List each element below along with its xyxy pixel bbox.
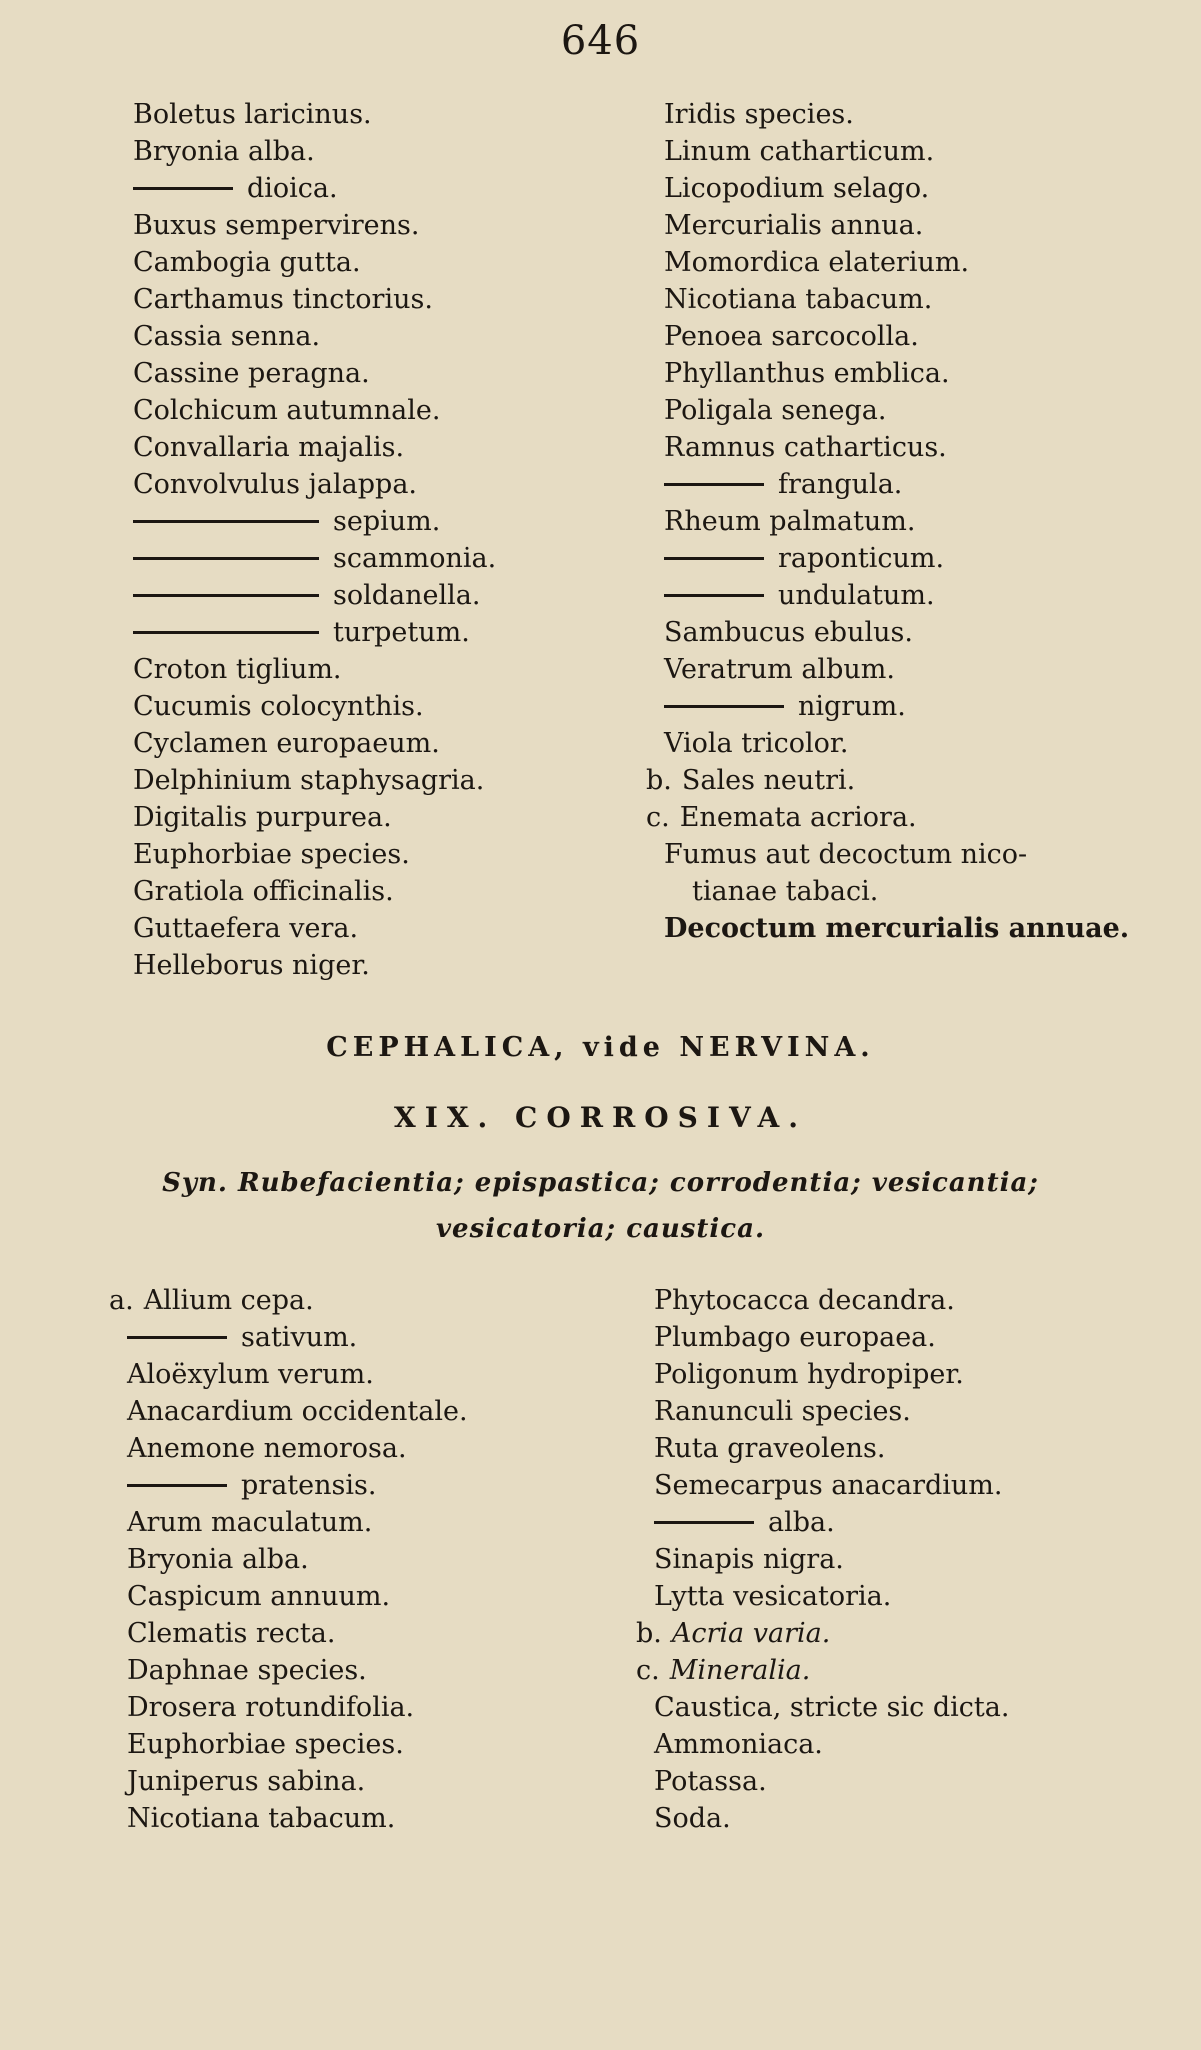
list-item	[664, 836, 1129, 873]
item-text: Ruta graveolens.	[654, 1433, 886, 1464]
list-item	[133, 799, 496, 836]
list-item	[664, 503, 1129, 540]
item-text: Viola tricolor.	[664, 728, 849, 759]
item-text: tianae tabaci.	[692, 876, 879, 907]
list-prefix: c.	[646, 802, 670, 833]
list-item	[133, 688, 496, 725]
repeat-dash	[127, 1336, 227, 1339]
item-text: Nicotiana tabacum.	[664, 284, 933, 315]
bottom-left-column	[109, 1282, 468, 1837]
item-text: Nicotiana tabacum.	[127, 1803, 396, 1834]
list-item	[127, 1504, 468, 1541]
repeat-dash	[664, 594, 764, 597]
item-text: Momordica elaterium.	[664, 247, 970, 278]
item-text: Phytocacca decandra.	[654, 1285, 955, 1316]
item-text: sativum.	[241, 1322, 358, 1353]
list-item	[127, 1689, 468, 1726]
list-item	[127, 1541, 468, 1578]
list-item	[127, 1652, 468, 1689]
list-item	[636, 1652, 1009, 1689]
item-text: Croton tiglium.	[133, 654, 342, 685]
item-text: Colchicum autumnale.	[133, 395, 441, 426]
list-item	[654, 1763, 1009, 1800]
list-item	[127, 1763, 468, 1800]
item-text: Cyclamen europaeum.	[133, 728, 440, 759]
item-text: frangula.	[778, 469, 903, 500]
item-text: sepium.	[333, 506, 441, 537]
list-item	[664, 392, 1129, 429]
item-text: Bryonia alba.	[127, 1544, 309, 1575]
list-item	[664, 614, 1129, 651]
list-item	[133, 725, 496, 762]
item-text: Mineralia.	[669, 1655, 811, 1686]
item-text: Plumbago europaea.	[654, 1322, 936, 1353]
list-item	[133, 392, 496, 429]
item-text: scammonia.	[333, 543, 497, 574]
item-text: Sinapis nigra.	[654, 1544, 844, 1575]
list-item	[127, 1393, 468, 1430]
item-text: Ranunculi species.	[654, 1396, 911, 1427]
item-text: Rheum palmatum.	[664, 506, 916, 537]
list-item	[133, 762, 496, 799]
repeat-dash	[127, 1484, 227, 1487]
list-item	[664, 725, 1129, 762]
item-text: Iridis species.	[664, 99, 854, 130]
item-text: Convallaria majalis.	[133, 432, 405, 463]
list-prefix: c.	[636, 1655, 660, 1686]
list-item	[664, 577, 1129, 614]
list-item	[664, 651, 1129, 688]
list-item	[646, 762, 1129, 799]
list-item	[133, 614, 496, 651]
list-item	[654, 1800, 1009, 1837]
list-prefix: b.	[646, 765, 672, 796]
list-item	[636, 1615, 1009, 1652]
list-item	[127, 1726, 468, 1763]
item-text: Euphorbiae species.	[127, 1729, 404, 1760]
item-text: dioica.	[247, 173, 338, 204]
item-text: Digitalis purpurea.	[133, 802, 392, 833]
item-text: Helleborus niger.	[133, 950, 370, 981]
item-text: Poligala senega.	[664, 395, 887, 426]
item-text: Linum catharticum.	[664, 136, 935, 167]
list-item	[654, 1504, 1009, 1541]
list-item	[127, 1578, 468, 1615]
item-text: Lytta vesicatoria.	[654, 1581, 892, 1612]
list-item	[664, 207, 1129, 244]
item-text: Juniperus sabina.	[127, 1766, 366, 1797]
list-item	[133, 466, 496, 503]
list-item	[664, 355, 1129, 392]
item-text: Phyllanthus emblica.	[664, 358, 950, 389]
item-text: turpetum.	[333, 617, 470, 648]
list-item	[654, 1467, 1009, 1504]
item-text: Caustica, stricte sic dicta.	[654, 1692, 1010, 1723]
list-item	[133, 503, 496, 540]
top-right-column	[646, 96, 1130, 947]
repeat-dash	[664, 483, 764, 486]
item-text: pratensis.	[241, 1470, 377, 1501]
list-item	[133, 355, 496, 392]
item-text: Euphorbiae species.	[133, 839, 410, 870]
list-item	[646, 799, 1129, 836]
repeat-dash	[664, 705, 784, 708]
list-item	[664, 170, 1129, 207]
repeat-dash	[654, 1521, 754, 1524]
item-text: soldanella.	[333, 580, 481, 611]
list-item	[133, 910, 496, 947]
list-item	[127, 1319, 468, 1356]
list-prefix: a.	[109, 1285, 134, 1316]
item-text: Cambogia gutta.	[133, 247, 361, 278]
item-text: Potassa.	[654, 1766, 767, 1797]
repeat-dash	[664, 557, 764, 560]
item-text: Gratiola officinalis.	[133, 876, 394, 907]
list-item	[133, 207, 496, 244]
list-item	[664, 429, 1129, 466]
list-item	[664, 873, 1129, 910]
item-text: Decoctum mercurialis annuae.	[664, 913, 1130, 944]
item-text: Cucumis colocynthis.	[133, 691, 424, 722]
cephalica-heading: CEPHALICA, vide NERVINA.	[326, 1032, 875, 1063]
list-item	[127, 1615, 468, 1652]
list-item	[654, 1356, 1009, 1393]
section-heading: XIX. CORROSIVA.	[394, 1101, 807, 1134]
list-item	[133, 281, 496, 318]
item-text: Enemata acriora.	[679, 802, 917, 833]
item-text: Aloëxylum verum.	[127, 1359, 374, 1390]
item-text: Clematis recta.	[127, 1618, 336, 1649]
list-item	[664, 466, 1129, 503]
list-item	[654, 1689, 1009, 1726]
list-item	[654, 1578, 1009, 1615]
list-item	[133, 577, 496, 614]
item-text: Acria varia.	[671, 1618, 831, 1649]
item-text: Convolvulus jalappa.	[133, 469, 418, 500]
list-item	[109, 1282, 468, 1319]
item-text: Drosera rotundifolia.	[127, 1692, 415, 1723]
item-text: Soda.	[654, 1803, 731, 1834]
item-text: Anacardium occidentale.	[127, 1396, 468, 1427]
list-item	[127, 1430, 468, 1467]
repeat-dash	[133, 631, 319, 634]
item-text: nigrum.	[798, 691, 906, 722]
list-item	[133, 873, 496, 910]
list-item	[133, 170, 496, 207]
list-item	[133, 133, 496, 170]
list-item	[133, 429, 496, 466]
item-text: Daphnae species.	[127, 1655, 367, 1686]
item-text: Cassia senna.	[133, 321, 321, 352]
item-text: Guttaefera vera.	[133, 913, 359, 944]
top-left-column	[133, 96, 496, 984]
list-item	[664, 318, 1129, 355]
item-text: raponticum.	[778, 543, 945, 574]
item-text: Boletus laricinus.	[133, 99, 372, 130]
synonyms-line: Syn. Rubefacientia; epispastica; corrodentia; vesicantia; vesicatoria; caustica.	[162, 1168, 1039, 1244]
item-text: Licopodium selago.	[664, 173, 930, 204]
item-text: Buxus sempervirens.	[133, 210, 420, 241]
list-item	[133, 651, 496, 688]
item-text: Poligonum hydropiper.	[654, 1359, 964, 1390]
item-text: Carthamus tinctorius.	[133, 284, 433, 315]
item-text: undulatum.	[778, 580, 935, 611]
list-item	[133, 244, 496, 281]
list-item	[133, 540, 496, 577]
list-item	[664, 133, 1129, 170]
item-text: Cassine peragna.	[133, 358, 370, 389]
list-prefix: b.	[636, 1618, 662, 1649]
item-text: Anemone nemorosa.	[127, 1433, 407, 1464]
list-item	[664, 244, 1129, 281]
item-text: Veratrum album.	[664, 654, 895, 685]
list-item	[127, 1800, 468, 1837]
item-text: Allium cepa.	[143, 1285, 314, 1316]
list-item	[133, 836, 496, 873]
bottom-right-column	[636, 1282, 1010, 1837]
list-item	[654, 1393, 1009, 1430]
item-text: Ramnus catharticus.	[664, 432, 947, 463]
list-item	[654, 1319, 1009, 1356]
repeat-dash	[133, 594, 319, 597]
list-item	[664, 540, 1129, 577]
list-item	[654, 1726, 1009, 1763]
item-text: Penoea sarcocolla.	[664, 321, 919, 352]
item-text: Delphinium staphysagria.	[133, 765, 485, 796]
item-text: Fumus aut decoctum nico-	[664, 839, 1028, 870]
list-item	[133, 947, 496, 984]
list-item	[664, 96, 1129, 133]
item-text: Arum maculatum.	[127, 1507, 373, 1538]
item-text: Caspicum annuum.	[127, 1581, 391, 1612]
list-item	[654, 1541, 1009, 1578]
list-item	[664, 910, 1129, 947]
list-item	[127, 1467, 468, 1504]
list-item	[133, 96, 496, 133]
item-text: Sambucus ebulus.	[664, 617, 913, 648]
list-item	[654, 1282, 1009, 1319]
item-text: Ammoniaca.	[654, 1729, 823, 1760]
item-text: Sales neutri.	[681, 765, 856, 796]
repeat-dash	[133, 557, 319, 560]
repeat-dash	[133, 187, 233, 190]
list-item	[664, 281, 1129, 318]
list-item	[127, 1356, 468, 1393]
item-text: Mercurialis annua.	[664, 210, 924, 241]
list-item	[664, 688, 1129, 725]
list-item	[133, 318, 496, 355]
item-text: Bryonia alba.	[133, 136, 315, 167]
list-item	[654, 1430, 1009, 1467]
item-text: Semecarpus anacardium.	[654, 1470, 1003, 1501]
item-text: alba.	[768, 1507, 835, 1538]
page-number: 646	[560, 18, 641, 64]
repeat-dash	[133, 520, 319, 523]
